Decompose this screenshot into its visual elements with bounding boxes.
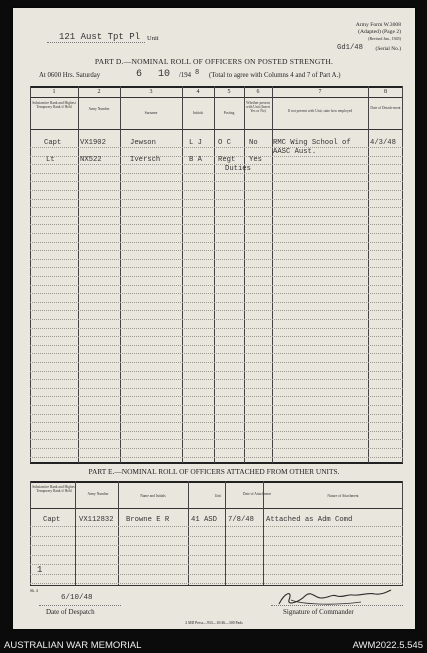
col-number-7: 7 (318, 89, 322, 95)
date-month: 10 (158, 69, 171, 80)
part-d-ruled-line (30, 388, 403, 389)
part-d-header-rule (30, 129, 403, 130)
unit-value: 121 Aust Tpt Pl (59, 32, 141, 42)
part-d-ruled-line (30, 405, 403, 406)
date-day: 6 (136, 69, 143, 80)
part-e-col-rule (188, 481, 189, 585)
part-d-bottom-rule (30, 462, 403, 464)
part-d-ruled-line (30, 371, 403, 372)
e-header-nature: Nature of Attachment (327, 494, 359, 498)
part-e-top-rule (30, 481, 403, 483)
e-row1-name: Browne E R (126, 516, 170, 524)
archive-name: AUSTRALIAN WAR MEMORIAL (4, 640, 142, 651)
part-e-col-rule (75, 481, 76, 585)
col-number-6: 6 (256, 89, 260, 95)
part-d-ruled-line (30, 250, 403, 251)
part-d-ruled-line (30, 310, 403, 311)
part-d-ruled-line (30, 302, 403, 303)
e-row1-unit: 41 ASD (191, 516, 217, 524)
d-row3-initials: B A (189, 156, 202, 164)
part-d-ruled-line (30, 259, 403, 260)
part-d-ruled-line (30, 422, 403, 423)
form-revised: (Revised Jan., 1945) (368, 36, 401, 41)
d-row1-employed: RMC Wing School of (273, 139, 351, 147)
part-e-ruled-line (30, 555, 403, 556)
e-header-army-number: Army Number (87, 492, 109, 496)
printer-line: 2 MD Press—933—10/46—300 Pads (185, 621, 243, 625)
col-number-1: 1 (52, 89, 56, 95)
col-number-8: 8 (384, 89, 387, 95)
part-d-ruled-line (30, 345, 403, 346)
serial-label: (Serial No.) (375, 46, 401, 52)
date-year-suffix: 8 (195, 69, 200, 77)
col-header-initials: Initials (193, 111, 203, 115)
part-d-ruled-line (30, 293, 403, 294)
archive-id: AWM2022.5.545 (352, 640, 423, 651)
part-d-ruled-line (30, 242, 403, 243)
part-e-ruled-line (30, 564, 403, 565)
part-d-ruled-line (30, 190, 403, 191)
part-e-col-rule (402, 481, 403, 585)
part-e-ruled-line (30, 583, 403, 584)
col-header-detachment: Date of Detach-ment (370, 106, 401, 110)
part-d-col-rule (402, 86, 403, 463)
col-header-present: Whether present with Unit (Insert Yes or No) (246, 101, 270, 114)
e-mark: 1 (37, 565, 43, 575)
part-d-ruled-line (30, 336, 403, 337)
part-d-ruled-line (30, 439, 403, 440)
e-row1-rank: Capt (43, 516, 61, 524)
part-d-col-rule (214, 86, 215, 463)
d-row1-number: VX1902 (80, 139, 106, 147)
part-d-ruled-line (30, 379, 403, 380)
part-d-ruled-line (30, 353, 403, 354)
col-number-4: 4 (196, 89, 200, 95)
d-row4-posting: Duties (225, 165, 251, 173)
form-adapted: (Adapted) (Page 2) (358, 29, 401, 35)
e-row1-number: VX112832 (79, 516, 114, 524)
part-e-ruled-line (30, 526, 403, 527)
form-page (13, 8, 415, 629)
d-row3-rank: Lt (46, 156, 55, 164)
col-header-surname: Surname (144, 111, 158, 115)
part-d-ruled-line (30, 164, 403, 165)
part-d-ruled-line (30, 216, 403, 217)
part-d-ruled-line (30, 457, 403, 458)
part-d-ruled-line (30, 362, 403, 363)
d-row1-initials: L J (189, 139, 202, 147)
part-d-ruled-line (30, 173, 403, 174)
part-d-ruled-line (30, 276, 403, 277)
e-header-date: Date of Attachment (242, 492, 272, 496)
part-e-title: PART E.—NOMINAL ROLL OF OFFICERS ATTACHED FROM OTHER UNITS. (88, 467, 340, 476)
signature-underline (271, 605, 403, 606)
despatch-date: 6/10/48 (61, 594, 93, 602)
form-number: Army Form W.3008 (355, 22, 401, 28)
part-e-col-rule (30, 481, 31, 585)
date-year-prefix: /194 (179, 72, 192, 79)
serial-value: Gd1/48 (337, 44, 363, 52)
archive-footer (0, 633, 427, 653)
part-d-ruled-line (30, 233, 403, 234)
part-e-ruled-line (30, 574, 403, 575)
total-note: (Total to agree with Columns 4 and 7 of Part A.) (209, 72, 341, 79)
signature-label: Signature of Commander (283, 608, 354, 616)
d-row1-detachment: 4/3/48 (370, 139, 396, 147)
part-d-ruled-line (30, 396, 403, 397)
e-header-rank: Substantive Rank and Highest Temporary Rank if Held (32, 485, 76, 494)
part-d-ruled-line (30, 267, 403, 268)
col-number-2: 2 (97, 89, 101, 95)
e-row1-nature: Attached as Adm Comd (266, 516, 353, 524)
part-d-ruled-line (30, 199, 403, 200)
part-e-ruled-line (30, 536, 403, 537)
part-e-col-rule (263, 481, 264, 585)
part-d-ruled-line (30, 224, 403, 225)
commander-signature (271, 586, 395, 610)
part-e-ruled-line (30, 545, 403, 546)
col-header-posting: Posting (223, 111, 235, 115)
d-row2-employed: AASC Aust. (273, 148, 317, 156)
part-d-col-rule (120, 86, 121, 463)
part-d-ruled-line (30, 147, 403, 148)
unit-label: Unit (147, 35, 159, 42)
d-row3-number: NX522 (80, 156, 102, 164)
part-e-col-rule (118, 481, 119, 585)
e-header-name: Name and Initials (140, 494, 166, 498)
d-row1-present: No (249, 139, 258, 147)
col-header-army-number: Army Number (88, 107, 110, 111)
sheet-ref: Sh. 4 (30, 589, 38, 593)
part-d-col-rule (182, 86, 183, 463)
d-row1-surname: Jewson (130, 139, 156, 147)
part-d-ruled-line (30, 328, 403, 329)
e-header-unit: Unit (214, 494, 222, 498)
despatch-underline (39, 605, 121, 606)
part-d-title: PART D.—NOMINAL ROLL OF OFFICERS ON POSTED STRENGTH. (94, 57, 334, 66)
col-header-rank: Substantive Rank and Highest Temporary Rank if Held (32, 101, 76, 110)
d-row3-posting: Regt (218, 156, 236, 164)
part-d-number-rule (30, 97, 403, 98)
part-d-ruled-line (30, 285, 403, 286)
unit-underline (47, 42, 145, 43)
d-row3-surname: Iversch (130, 156, 161, 164)
part-d-top-rule (30, 86, 403, 88)
e-row1-date: 7/8/48 (228, 516, 254, 524)
d-row3-present: Yes (249, 156, 262, 164)
part-d-ruled-line (30, 319, 403, 320)
part-d-ruled-line (30, 207, 403, 208)
part-d-ruled-line (30, 448, 403, 449)
part-d-ruled-line (30, 431, 403, 432)
part-d-col-rule (368, 86, 369, 463)
part-d-ruled-line (30, 414, 403, 415)
part-d-col-rule (78, 86, 79, 463)
part-d-ruled-line (30, 181, 403, 182)
col-header-employed: If not present with Unit, state how employed (287, 109, 353, 113)
d-row1-posting: O C (218, 139, 231, 147)
d-row1-rank: Capt (44, 139, 62, 147)
col-number-3: 3 (149, 89, 153, 95)
despatch-label: Date of Despatch (46, 608, 95, 616)
part-e-header-rule (30, 508, 403, 509)
part-d-col-rule (30, 86, 31, 463)
at-time-prefix: At 0600 Hrs. Saturday (39, 72, 101, 79)
col-number-5: 5 (227, 89, 231, 95)
part-d-col-rule (244, 86, 245, 463)
